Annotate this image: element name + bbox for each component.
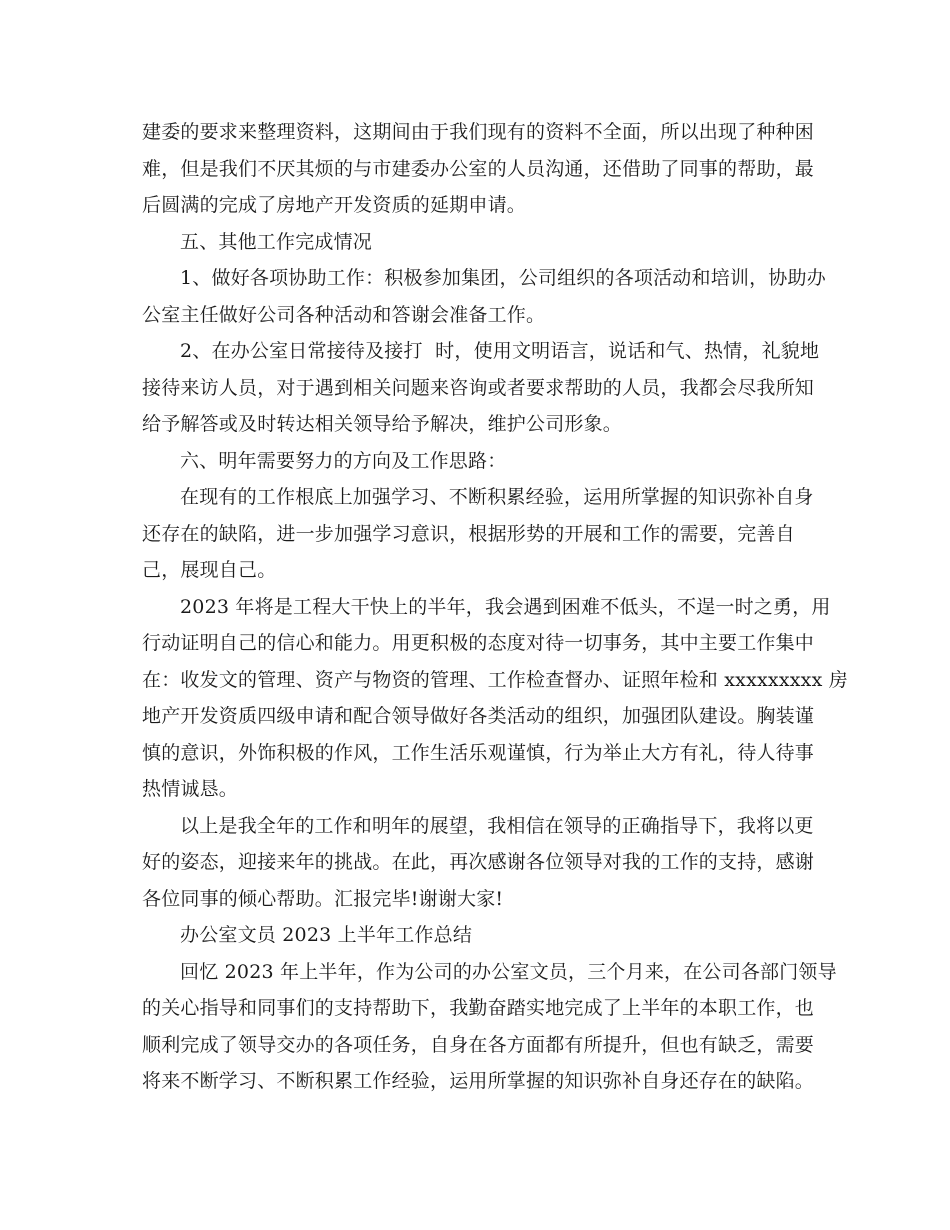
text-line: 好的姿态，迎接来年的挑战。在此，再次感谢各位领导对我的工作的支持，感谢 bbox=[142, 851, 815, 873]
text-line: 顺利完成了领导交办的各项任务，自身在各方面都有所提升，但也有缺乏，需要 bbox=[142, 1033, 815, 1056]
section-heading: 六、明年需要努力的方向及工作思路： bbox=[180, 449, 507, 472]
text-line: 将来不断学习、不断积累工作经验，运用所掌握的知识弥补自身还存在的缺陷。 bbox=[142, 1070, 815, 1092]
text-line: 以上是我全年的工作和明年的展望，我相信在领导的正确指导下，我将以更 bbox=[180, 814, 814, 837]
text-line: 在：收发文的管理、资产与物资的管理、工作检查督办、证照年检和 xxxxxxxxx 房 bbox=[142, 668, 848, 691]
document-subtitle: 办公室文员 2023 上半年工作总结 bbox=[180, 924, 473, 946]
text-line: 地产开发资质四级申请和配合领导做好各类活动的组织，加强团队建设。胸装谨 bbox=[142, 705, 815, 727]
text-line: 慎的意识，外饰积极的作风，工作生活乐观谨慎，行为举止大方有礼，待人待事 bbox=[142, 741, 815, 764]
text-line: 建委的要求来整理资料，这期间由于我们现有的资料不全面，所以出现了种种困 bbox=[142, 121, 815, 143]
text-line: 在现有的工作根底上加强学习、不断积累经验，运用所掌握的知识弥补自身 bbox=[180, 486, 814, 508]
text-line: 回忆 2023 年上半年，作为公司的办公室文员，三个月来，在公司各部门领导 bbox=[180, 960, 837, 983]
section-heading: 五、其他工作完成情况 bbox=[180, 230, 373, 253]
text-line: 己，展现自己。 bbox=[142, 559, 277, 581]
text-line: 各位同事的倾心帮助。汇报完毕!谢谢大家! bbox=[142, 887, 504, 910]
text-line: 行动证明自己的信心和能力。用更积极的态度对待一切事务，其中主要工作集中 bbox=[142, 632, 815, 654]
text-line: 的关心指导和同事们的支持帮助下，我勤奋踏实地完成了上半年的本职工作，也 bbox=[142, 997, 815, 1019]
text-line: 公室主任做好公司各种活动和答谢会准备工作。 bbox=[142, 303, 546, 326]
text-line: 1、做好各项协助工作：积极参加集团，公司组织的各项活动和培训，协助办 bbox=[180, 267, 826, 289]
text-line: 还存在的缺陷，进一步加强学习意识，根据形势的开展和工作的需要，完善自 bbox=[142, 522, 795, 545]
text-line: 难，但是我们不厌其烦的与市建委办公室的人员沟通，还借助了同事的帮助，最 bbox=[142, 157, 815, 180]
text-line: 热情诚恳。 bbox=[142, 778, 239, 800]
text-line: 接待来访人员，对于遇到相关问题来咨询或者要求帮助的人员，我都会尽我所知 bbox=[142, 376, 815, 399]
document-body bbox=[142, 114, 848, 1100]
text-line: 后圆满的完成了房地产开发资质的延期申请。 bbox=[142, 194, 527, 216]
text-line: 2023 年将是工程大干快上的半年，我会遇到困难不低头，不逞一时之勇，用 bbox=[180, 595, 831, 618]
text-line: 2、在办公室日常接待及接打 时，使用文明语言，说话和气、热情，礼貌地 bbox=[180, 340, 820, 362]
text-line: 给予解答或及时转达相关领导给予解决，维护公司形象。 bbox=[142, 413, 623, 435]
